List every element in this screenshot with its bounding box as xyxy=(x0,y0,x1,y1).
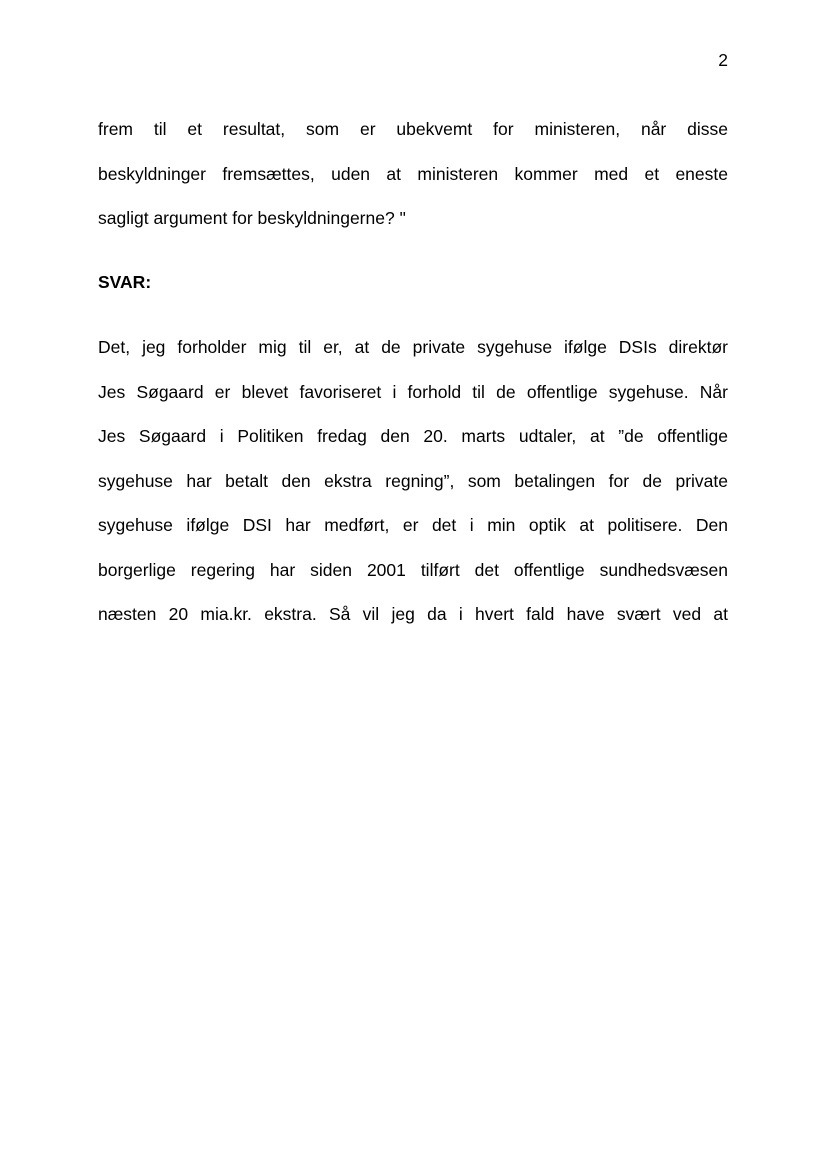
question-paragraph xyxy=(98,119,728,253)
answer-paragraph xyxy=(98,337,728,649)
answer-heading: SVAR: xyxy=(98,272,152,292)
paragraph-line: beskyldninger fremsættes, uden at ministeren kommer med et eneste xyxy=(98,163,728,184)
paragraph-line: næsten 20 mia.kr. ekstra. Så vil jeg da i hvert fald have svært ved at xyxy=(98,604,728,624)
paragraph-line: borgerlige regering har siden 2001 tilført det offentlige sundhedsvæsen xyxy=(98,559,728,580)
paragraph-line: Det, jeg forholder mig til er, at de private sygehuse ifølge DSIs direktør xyxy=(98,337,728,357)
paragraph-line: Jes Søgaard i Politiken fredag den 20. marts udtaler, at ”de offentlige xyxy=(98,426,728,446)
paragraph-line: sagligt argument for beskyldningerne? " xyxy=(98,208,406,228)
page-number: 2 xyxy=(718,50,728,70)
paragraph-line: Jes Søgaard er blevet favoriseret i forhold til de offentlige sygehuse. Når xyxy=(98,381,728,402)
paragraph-line: sygehuse har betalt den ekstra regning”, som betalingen for de private xyxy=(98,470,728,491)
paragraph-line: frem til et resultat, som er ubekvemt for ministeren, når disse xyxy=(98,119,728,139)
paragraph-line: sygehuse ifølge DSI har medført, er det i min optik at politisere. Den xyxy=(98,515,728,535)
